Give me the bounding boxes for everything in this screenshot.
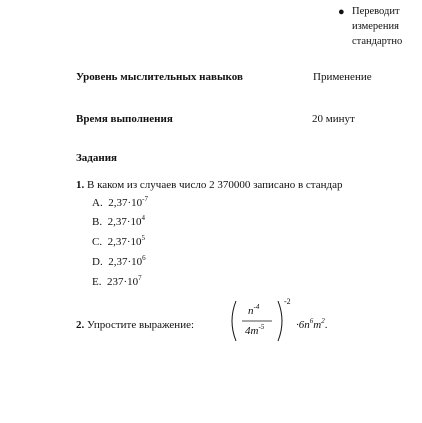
fraction-denominator: $4m^{-5}$ (245, 323, 265, 337)
bullet-line-1: Переводит (352, 6, 400, 17)
bullet-line-2: измерения (352, 21, 399, 32)
time-value: 20 минут (312, 113, 355, 125)
question-2-number: 2. (76, 319, 85, 331)
option-d[interactable]: D. $2,37\cdot 10^6$ (92, 254, 146, 268)
question-1-number: 1. (76, 179, 85, 191)
fraction-numerator: $n^{-4}$ (248, 303, 260, 317)
time-label: Время выполнения (76, 113, 173, 125)
fraction-expression (226, 297, 294, 345)
option-b[interactable]: B. $2,37\cdot 10^4$ (92, 214, 146, 228)
question-1-text: В каком из случаев число 2 370000 записано в стандар (87, 179, 343, 191)
question-2-text: Упростите выражение: (87, 319, 195, 331)
option-e[interactable]: E. $237\cdot 10^7$ (92, 274, 142, 288)
skill-level-label: Уровень мыслительных навыков (76, 71, 243, 83)
outer-exponent: -2 (284, 297, 291, 306)
skill-level-value: Применение (313, 71, 372, 83)
bullet-icon: ● (338, 6, 345, 18)
question-1 (76, 179, 342, 191)
bullet-line-3: стандартно (352, 36, 403, 47)
tasks-heading: Задания (76, 152, 117, 164)
option-a[interactable]: A. $2,37\cdot 10^{-7}$ (92, 195, 148, 209)
question-2 (76, 319, 194, 331)
expression-tail: $\cdot 6n^6m^2$. (296, 317, 328, 331)
option-c[interactable]: C. $2,37\cdot 10^5$ (92, 234, 146, 248)
